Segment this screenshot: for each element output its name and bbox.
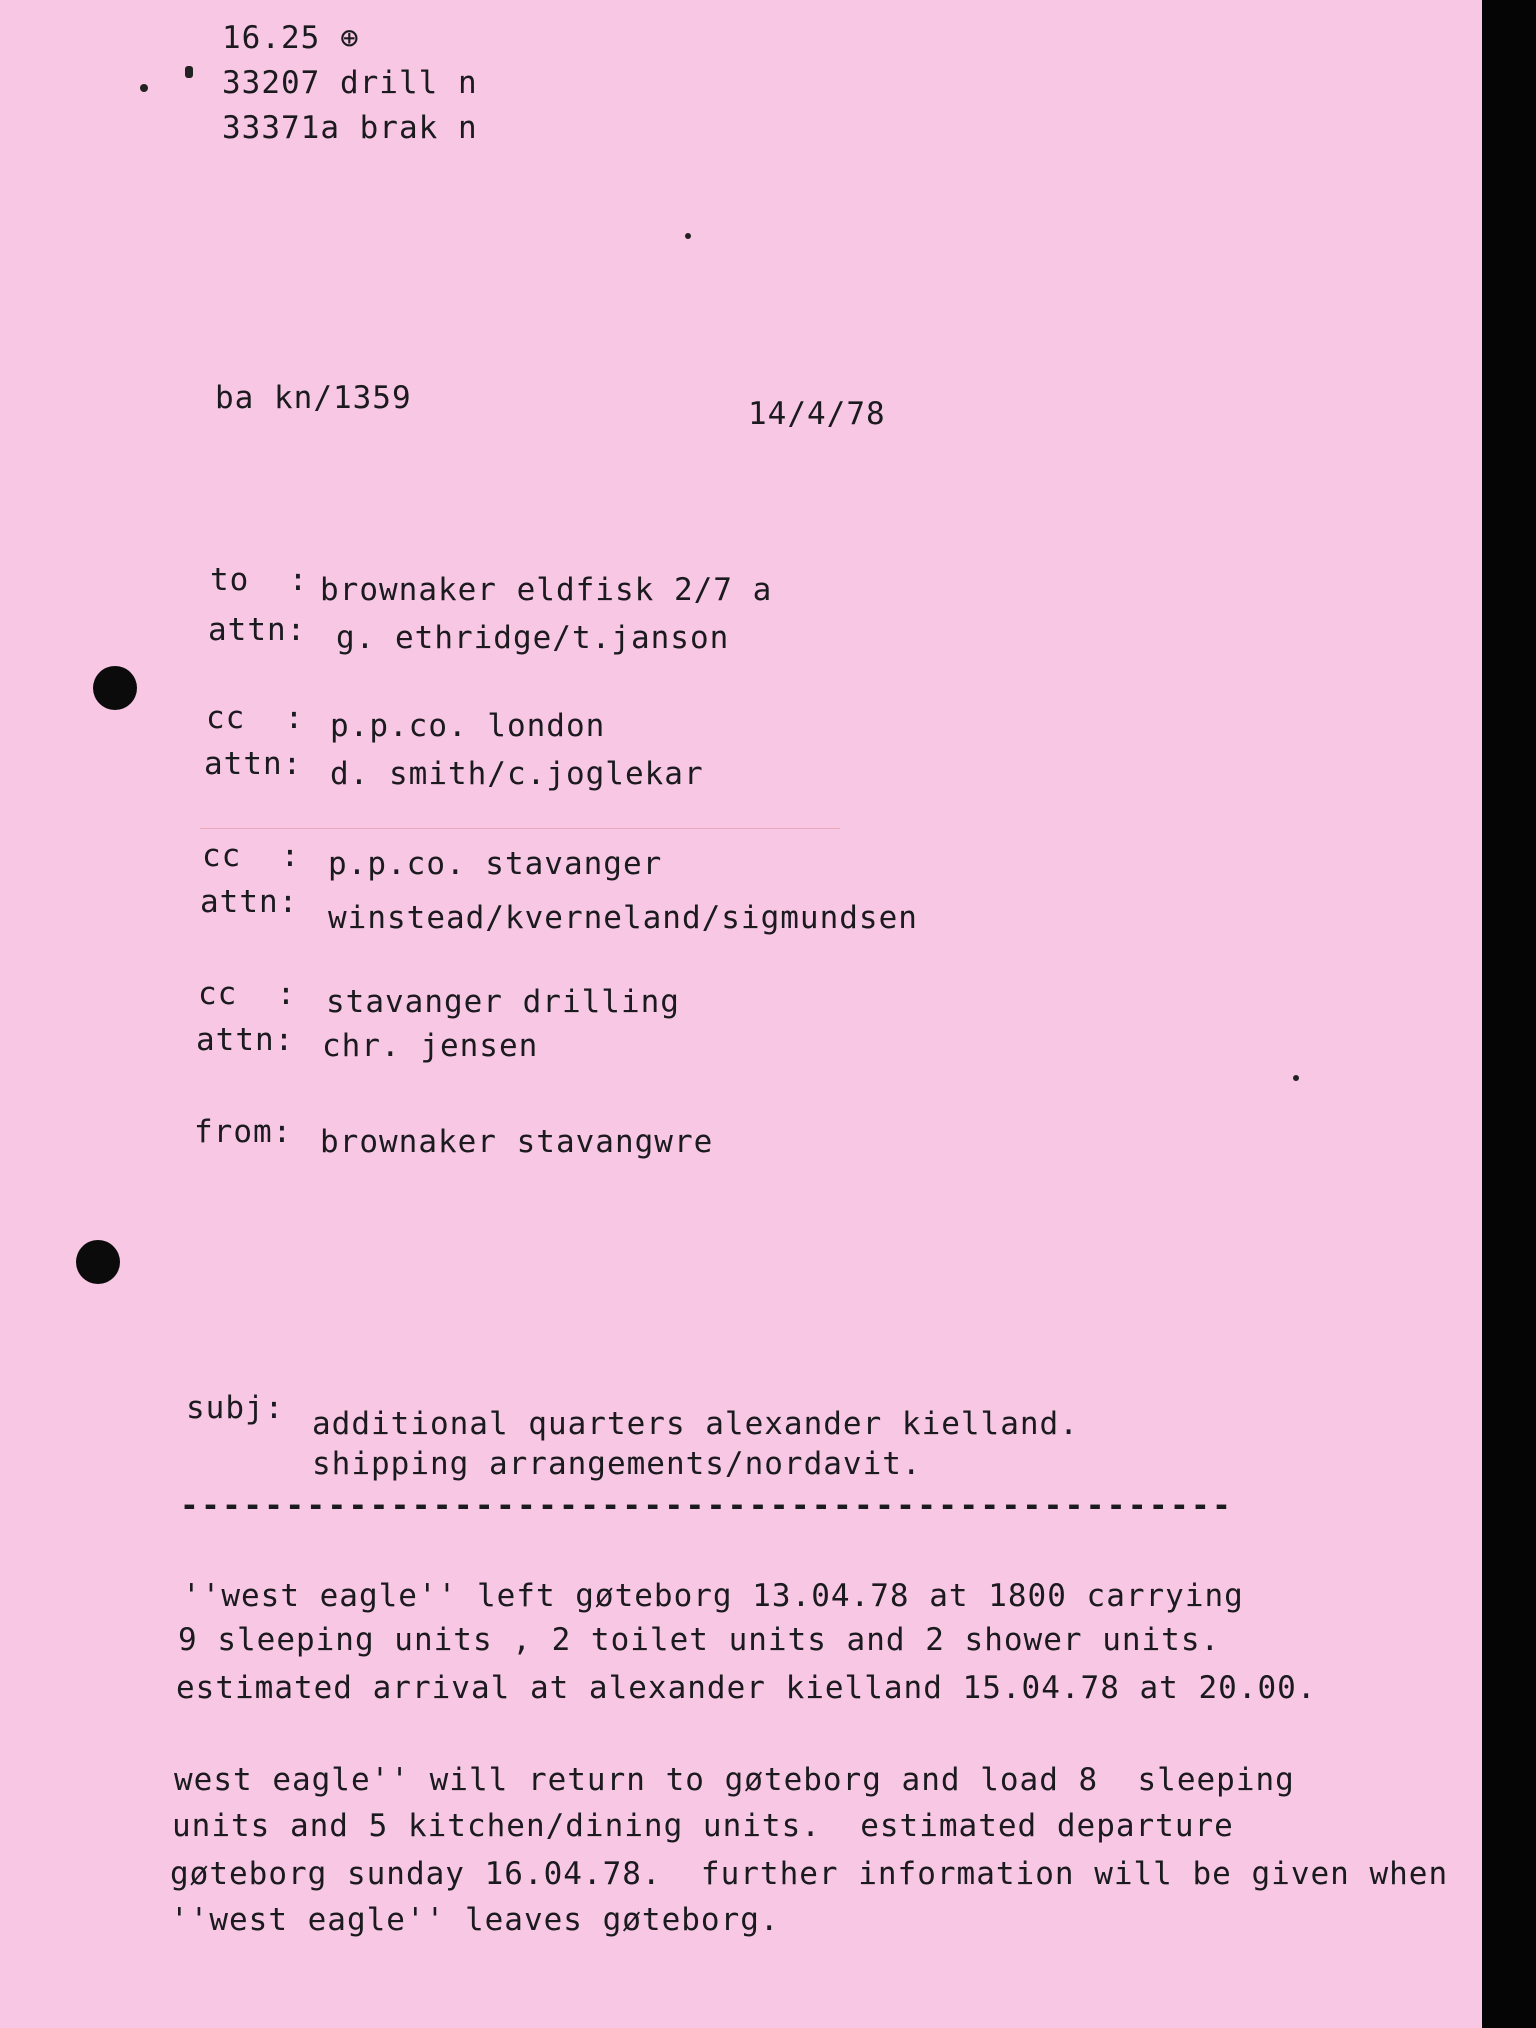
addressee-key: attn: <box>208 612 307 648</box>
reference-date: 14/4/78 <box>748 396 886 432</box>
fold-line <box>200 828 840 829</box>
subject-line-1: additional quarters alexander kielland. <box>312 1406 1079 1442</box>
subject-key: subj: <box>186 1390 285 1426</box>
addressee-value: p.p.co. stavanger <box>328 846 663 882</box>
addressee-key: cc : <box>198 976 297 1012</box>
addressee-value: brownaker stavangwre <box>320 1124 714 1160</box>
ink-speck <box>1293 1075 1299 1081</box>
body-line: 9 sleeping units , 2 toilet units and 2 shower units. <box>178 1622 1221 1658</box>
addressee-value: p.p.co. london <box>330 708 606 744</box>
body-line: west eagle'' will return to gøteborg and load 8 sleeping <box>174 1762 1295 1798</box>
addressee-key: attn: <box>200 884 299 920</box>
header-line-2: 33207 drill n <box>222 65 478 101</box>
ink-speck <box>685 233 691 239</box>
body-line: gøteborg sunday 16.04.78. further information will be given when <box>170 1856 1449 1892</box>
subject-rule: -------------------------------------------------- <box>180 1488 1234 1524</box>
ink-speck <box>140 84 148 92</box>
punch-hole-top <box>93 666 137 710</box>
addressee-key: from: <box>194 1114 293 1150</box>
addressee-value: brownaker eldfisk 2/7 a <box>320 572 773 608</box>
addressee-value: stavanger drilling <box>326 984 680 1020</box>
subject-line-2: shipping arrangements/nordavit. <box>312 1446 922 1482</box>
header-line-3: 33371a brak n <box>222 110 478 146</box>
reference-code: ba kn/1359 <box>215 380 412 416</box>
addressee-value: g. ethridge/t.janson <box>336 620 730 656</box>
body-line: estimated arrival at alexander kielland 15.04.78 at 20.00. <box>176 1670 1317 1706</box>
addressee-value: d. smith/c.joglekar <box>330 756 704 792</box>
addressee-key: attn: <box>196 1022 295 1058</box>
addressee-key: to : <box>210 562 309 598</box>
body-line: ''west eagle'' left gøteborg 13.04.78 at 1800 carrying <box>182 1578 1244 1614</box>
addressee-key: attn: <box>204 746 303 782</box>
header-line-1: 16.25 ⊕ <box>222 20 360 56</box>
addressee-value: chr. jensen <box>322 1028 539 1064</box>
ink-speck <box>185 66 193 78</box>
punch-hole-bottom <box>76 1240 120 1284</box>
body-line: units and 5 kitchen/dining units. estimated departure <box>172 1808 1234 1844</box>
addressee-key: cc : <box>202 838 301 874</box>
addressee-value: winstead/kverneland/sigmundsen <box>328 900 918 936</box>
addressee-key: cc : <box>206 700 305 736</box>
scan-edge <box>1482 0 1536 2028</box>
body-line: ''west eagle'' leaves gøteborg. <box>170 1902 780 1938</box>
